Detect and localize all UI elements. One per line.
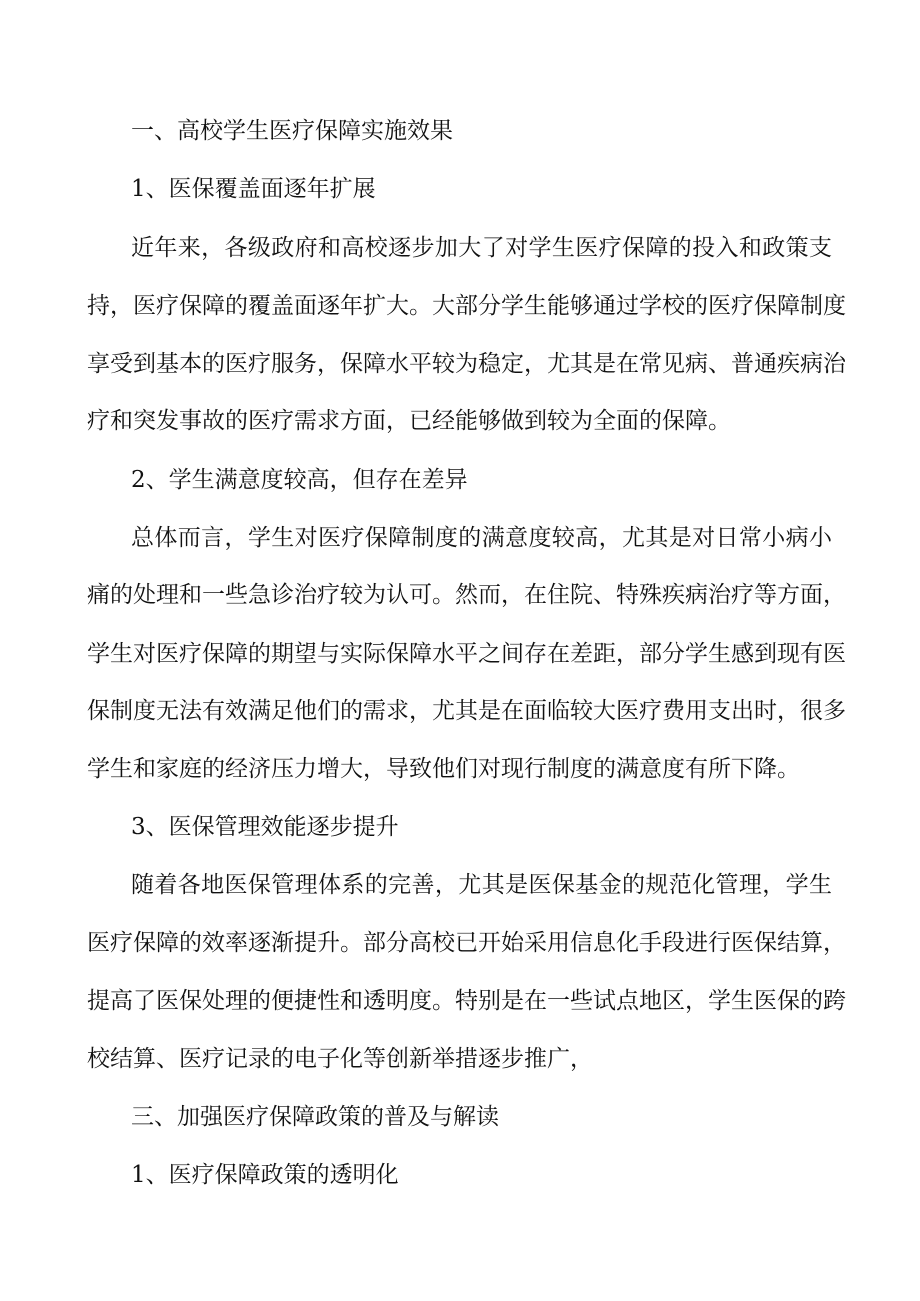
paragraph-1-line-3: 享受到基本的医疗服务，保障水平较为稳定，尤其是在常见病、普通疾病治 bbox=[87, 351, 846, 377]
paragraph-1-line-2: 持，医疗保障的覆盖面逐年扩大。大部分学生能够通过学校的医疗保障制度 bbox=[87, 293, 846, 319]
paragraph-3-line-1: 随着各地医保管理体系的完善，尤其是医保基金的规范化管理，学生 bbox=[131, 872, 832, 898]
subheading-3: 3、医保管理效能逐步提升 bbox=[131, 814, 399, 840]
paragraph-2-line-4: 保制度无法有效满足他们的需求，尤其是在面临较大医疗费用支出时，很多 bbox=[87, 698, 846, 724]
section-heading-1: 一、高校学生医疗保障实施效果 bbox=[131, 118, 453, 144]
paragraph-2-line-1: 总体而言，学生对医疗保障制度的满意度较高，尤其是对日常小病小 bbox=[131, 525, 832, 551]
subheading-2: 2、学生满意度较高，但存在差异 bbox=[131, 467, 468, 493]
section-heading-3: 三、加强医疗保障政策的普及与解读 bbox=[131, 1104, 499, 1130]
subheading-4: 1、医疗保障政策的透明化 bbox=[131, 1162, 399, 1188]
subheading-1: 1、医保覆盖面逐年扩展 bbox=[131, 176, 376, 202]
paragraph-1-line-4: 疗和突发事故的医疗需求方面，已经能够做到较为全面的保障。 bbox=[87, 408, 731, 434]
paragraph-3-line-4: 校结算、医疗记录的电子化等创新举措逐步推广， bbox=[87, 1046, 593, 1072]
paragraph-2-line-5: 学生和家庭的经济压力增大，导致他们对现行制度的满意度有所下降。 bbox=[87, 756, 800, 782]
paragraph-2-line-2: 痛的处理和一些急诊治疗较为认可。然而，在住院、特殊疾病治疗等方面， bbox=[87, 582, 846, 608]
paragraph-1-line-1: 近年来，各级政府和高校逐步加大了对学生医疗保障的投入和政策支 bbox=[131, 235, 832, 261]
paragraph-2-line-3: 学生对医疗保障的期望与实际保障水平之间存在差距，部分学生感到现有医 bbox=[87, 641, 846, 667]
paragraph-3-line-2: 医疗保障的效率逐渐提升。部分高校已开始采用信息化手段进行医保结算， bbox=[87, 930, 846, 956]
paragraph-3-line-3: 提高了医保处理的便捷性和透明度。特别是在一些试点地区，学生医保的跨 bbox=[87, 988, 846, 1014]
